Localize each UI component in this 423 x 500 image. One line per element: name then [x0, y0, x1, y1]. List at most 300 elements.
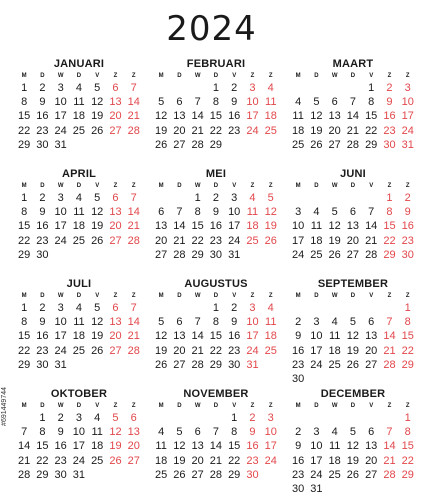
day-cell: 6: [112, 302, 119, 314]
weekday-label: D: [177, 403, 182, 409]
day-cell: 3: [57, 82, 64, 94]
month-block: [15, 388, 143, 482]
day-cell: 19: [155, 124, 168, 137]
weekday-label: Z: [131, 403, 136, 409]
day-cell: 15: [191, 220, 204, 233]
day-cell: 19: [109, 440, 122, 453]
day-cell: 2: [249, 412, 256, 424]
day-cell: 6: [130, 412, 137, 424]
page-title: 2024: [166, 9, 257, 49]
day-cell: 19: [310, 124, 323, 137]
weekday-label: V: [232, 183, 237, 189]
weekday-label: Z: [268, 73, 273, 79]
day-cell: 13: [109, 206, 122, 219]
day-cell: 13: [346, 220, 360, 233]
day-cell: 13: [155, 220, 168, 233]
day-cell: 26: [328, 248, 341, 261]
day-cell: 20: [365, 344, 378, 357]
empty-day-cell: [170, 81, 188, 95]
weekday-label: W: [331, 73, 338, 79]
week-row: [152, 81, 280, 95]
day-cell: 6: [176, 96, 183, 109]
day-cell: 10: [401, 96, 414, 109]
day-cell: 20: [109, 220, 122, 233]
weekday-label: Z: [387, 403, 392, 409]
weekday-header-row: [289, 292, 417, 301]
weekday-label: M: [295, 293, 301, 299]
day-cell: 1: [212, 302, 219, 314]
empty-day-cell: [289, 301, 307, 315]
weekday-label: Z: [405, 293, 410, 299]
day-cell: 13: [328, 110, 341, 123]
day-cell: 26: [310, 138, 323, 151]
week-row: [289, 468, 417, 482]
day-cell: 15: [209, 110, 223, 123]
weekday-label: D: [350, 293, 356, 299]
day-cell: 7: [349, 96, 356, 109]
day-cell: 4: [94, 412, 101, 424]
day-cell: 1: [386, 192, 393, 204]
day-cell: 17: [54, 110, 67, 123]
day-cell: 4: [267, 302, 274, 314]
day-cell: 4: [313, 206, 320, 219]
day-cell: 29: [365, 138, 378, 151]
day-cell: 22: [209, 344, 223, 357]
day-cell: 13: [365, 330, 378, 343]
day-cell: 26: [91, 124, 104, 137]
weekday-label: V: [232, 73, 237, 79]
day-cell: 12: [91, 96, 104, 109]
day-cell: 21: [383, 344, 396, 357]
weekday-label: M: [295, 403, 301, 409]
day-cell: 21: [127, 330, 140, 343]
day-cell: 14: [18, 440, 31, 453]
month-name: SEPTEMBER: [317, 278, 389, 290]
day-cell: 5: [349, 316, 356, 329]
week-row: [152, 138, 280, 152]
day-cell: 24: [401, 124, 414, 137]
week-row: [152, 425, 280, 439]
day-cell: 4: [158, 426, 165, 439]
week-row: [15, 138, 143, 152]
day-cell: 14: [127, 316, 140, 329]
day-cell: 9: [231, 96, 238, 109]
weekday-label: Z: [131, 73, 136, 79]
day-cell: 24: [292, 248, 305, 261]
day-cell: 26: [91, 344, 104, 357]
day-cell: 8: [231, 426, 238, 439]
day-cell: 1: [21, 302, 28, 314]
day-cell: 28: [383, 358, 396, 371]
day-cell: 10: [264, 426, 277, 439]
empty-day-cell: [344, 301, 362, 315]
weekday-label: M: [295, 183, 301, 189]
week-row: [152, 468, 280, 482]
day-cell: 16: [209, 220, 223, 233]
day-cell: 2: [295, 426, 302, 439]
day-cell: 18: [72, 330, 86, 343]
day-cell: 12: [91, 316, 104, 329]
day-cell: 18: [292, 124, 305, 137]
day-cell: 30: [36, 138, 49, 151]
month-name: MAART: [332, 58, 374, 70]
weekday-label: Z: [268, 183, 273, 189]
day-cell: 30: [36, 248, 49, 261]
day-cell: 30: [383, 138, 396, 151]
weekday-label: Z: [250, 403, 255, 409]
day-cell: 17: [292, 234, 305, 247]
weekday-header-row: [15, 292, 143, 301]
day-cell: 25: [328, 358, 341, 371]
day-cell: 28: [173, 248, 186, 261]
day-cell: 30: [209, 248, 223, 261]
day-cell: 23: [36, 234, 49, 247]
empty-day-cell: [152, 301, 170, 315]
day-cell: 17: [246, 110, 259, 123]
month-block: [289, 278, 417, 386]
day-cell: 5: [94, 302, 101, 314]
day-cell: 5: [158, 316, 165, 329]
day-cell: 25: [264, 344, 277, 357]
day-cell: 8: [212, 96, 219, 109]
day-cell: 8: [39, 426, 46, 439]
day-cell: 16: [383, 110, 396, 123]
day-cell: 30: [228, 358, 241, 371]
day-cell: 26: [155, 138, 168, 151]
day-cell: 16: [36, 110, 49, 123]
day-cell: 19: [264, 220, 277, 233]
day-cell: 26: [346, 468, 360, 481]
day-cell: 22: [365, 124, 378, 137]
day-cell: 11: [265, 316, 277, 329]
day-cell: 26: [109, 454, 122, 467]
day-cell: 22: [401, 344, 414, 357]
weekday-label: D: [314, 403, 319, 409]
day-cell: 10: [54, 206, 67, 219]
week-row: [289, 454, 417, 468]
day-cell: 4: [75, 302, 82, 314]
day-cell: 28: [209, 468, 223, 481]
week-row: [289, 109, 417, 123]
day-cell: 26: [264, 234, 277, 247]
day-cell: 28: [365, 248, 378, 261]
empty-day-cell: [307, 411, 325, 425]
day-cell: 9: [57, 426, 64, 439]
weekday-label: Z: [405, 183, 410, 189]
day-cell: 22: [18, 234, 31, 247]
weekday-label: D: [76, 73, 82, 79]
week-row: [15, 468, 143, 482]
day-cell: 2: [39, 82, 46, 94]
day-cell: 7: [386, 316, 393, 329]
weekday-label: W: [331, 183, 338, 189]
day-cell: 16: [228, 110, 241, 123]
day-cell: 9: [231, 316, 238, 329]
empty-day-cell: [189, 301, 207, 315]
month-block: [152, 278, 280, 372]
weekday-label: D: [177, 183, 182, 189]
day-cell: 5: [331, 206, 338, 219]
weekday-label: M: [158, 403, 164, 409]
day-cell: 2: [295, 316, 302, 329]
day-cell: 20: [109, 330, 122, 343]
day-cell: 27: [173, 138, 186, 151]
day-cell: 28: [346, 138, 360, 151]
day-cell: 3: [231, 192, 238, 204]
weekday-label: D: [40, 183, 45, 189]
weekday-label: D: [76, 293, 82, 299]
day-cell: 1: [404, 412, 411, 424]
day-cell: 22: [228, 454, 241, 467]
day-cell: 12: [264, 206, 277, 219]
day-cell: 15: [18, 220, 31, 233]
day-cell: 7: [212, 426, 219, 439]
weekday-label: Z: [268, 403, 273, 409]
day-cell: 12: [328, 220, 341, 233]
day-cell: 17: [264, 440, 277, 453]
day-cell: 29: [191, 248, 204, 261]
month-block: [152, 168, 280, 262]
month-name: NOVEMBER: [183, 388, 249, 400]
day-cell: 19: [346, 344, 360, 357]
week-row: [15, 124, 143, 138]
day-cell: 29: [18, 138, 31, 151]
day-cell: 21: [173, 234, 186, 247]
week-row: [289, 219, 417, 233]
week-row: [289, 138, 417, 152]
day-cell: 17: [310, 454, 323, 467]
day-cell: 26: [155, 358, 168, 371]
day-cell: 23: [228, 344, 241, 357]
weekday-header-row: [15, 402, 143, 411]
day-cell: 2: [39, 192, 46, 204]
weekday-header-row: [289, 402, 417, 411]
week-row: [15, 219, 143, 233]
day-cell: 9: [249, 426, 256, 439]
day-cell: 17: [246, 330, 259, 343]
month-name: OKTOBER: [50, 388, 108, 400]
day-cell: 28: [191, 358, 204, 371]
day-cell: 31: [401, 138, 414, 151]
week-row: [15, 191, 143, 205]
week-row: [289, 95, 417, 109]
day-cell: 23: [292, 358, 305, 371]
day-cell: 25: [328, 468, 341, 481]
weekday-label: Z: [387, 293, 392, 299]
day-cell: 27: [109, 344, 122, 357]
weekday-label: V: [369, 293, 374, 299]
day-cell: 16: [228, 330, 241, 343]
week-row: [152, 109, 280, 123]
weekday-label: V: [95, 293, 100, 299]
day-cell: 23: [228, 124, 241, 137]
day-cell: 28: [127, 344, 140, 357]
day-cell: 3: [249, 82, 256, 94]
day-cell: 14: [346, 110, 360, 123]
day-cell: 13: [173, 330, 186, 343]
day-cell: 24: [54, 234, 67, 247]
day-cell: 28: [127, 124, 140, 137]
day-cell: 9: [212, 206, 219, 219]
empty-day-cell: [362, 191, 380, 205]
day-cell: 9: [386, 96, 393, 109]
empty-day-cell: [362, 411, 380, 425]
day-cell: 4: [249, 192, 256, 204]
empty-day-cell: [344, 191, 362, 205]
empty-day-cell: [380, 411, 398, 425]
week-row: [152, 411, 280, 425]
weekday-header-row: [289, 72, 417, 81]
day-cell: 19: [91, 110, 104, 123]
day-cell: 9: [295, 440, 302, 453]
weekday-label: D: [350, 183, 356, 189]
day-cell: 21: [191, 344, 204, 357]
day-cell: 24: [228, 234, 241, 247]
day-cell: 2: [57, 412, 64, 424]
empty-day-cell: [170, 301, 188, 315]
weekday-label: V: [95, 73, 100, 79]
week-row: [289, 411, 417, 425]
month-name: JULI: [66, 278, 92, 290]
day-cell: 14: [365, 220, 378, 233]
week-row: [289, 344, 417, 358]
day-cell: 9: [39, 316, 46, 329]
weekday-label: W: [57, 183, 64, 189]
weekday-label: D: [314, 293, 319, 299]
week-row: [15, 234, 143, 248]
day-cell: 29: [209, 138, 223, 151]
day-cell: 1: [21, 192, 28, 204]
day-cell: 4: [295, 96, 302, 109]
day-cell: 1: [231, 412, 238, 424]
week-row: [15, 329, 143, 343]
day-cell: 20: [155, 234, 168, 247]
day-cell: 30: [246, 468, 259, 481]
empty-day-cell: [289, 191, 307, 205]
day-cell: 25: [264, 124, 277, 137]
day-cell: 14: [191, 330, 204, 343]
day-cell: 18: [72, 220, 86, 233]
week-row: [15, 358, 143, 372]
day-cell: 11: [292, 110, 304, 123]
empty-day-cell: [326, 411, 344, 425]
day-cell: 22: [36, 454, 49, 467]
day-cell: 8: [368, 96, 375, 109]
day-cell: 18: [310, 234, 323, 247]
day-cell: 18: [328, 454, 341, 467]
day-cell: 11: [328, 440, 341, 453]
week-row: [152, 344, 280, 358]
day-cell: 24: [310, 468, 323, 481]
week-row: [15, 425, 143, 439]
day-cell: 27: [365, 358, 378, 371]
day-cell: 12: [346, 330, 360, 343]
day-cell: 19: [155, 344, 168, 357]
weekday-label: D: [213, 403, 219, 409]
day-cell: 28: [383, 468, 396, 481]
day-cell: 23: [54, 454, 67, 467]
day-cell: 2: [404, 192, 411, 204]
weekday-header-row: [15, 72, 143, 81]
day-cell: 24: [246, 124, 259, 137]
day-cell: 7: [21, 426, 28, 439]
day-cell: 11: [73, 96, 85, 109]
day-cell: 16: [292, 344, 305, 357]
day-cell: 18: [91, 440, 104, 453]
day-cell: 12: [155, 330, 168, 343]
day-cell: 6: [158, 206, 165, 219]
day-cell: 22: [191, 234, 204, 247]
day-cell: 18: [246, 220, 259, 233]
weekday-label: W: [194, 73, 201, 79]
day-cell: 20: [328, 124, 341, 137]
weekday-label: Z: [250, 73, 255, 79]
empty-day-cell: [15, 411, 33, 425]
week-row: [15, 81, 143, 95]
day-cell: 4: [75, 82, 82, 94]
day-cell: 27: [328, 138, 341, 151]
weekday-label: M: [21, 293, 27, 299]
day-cell: 3: [313, 426, 320, 439]
day-cell: 11: [155, 440, 167, 453]
weekday-label: Z: [405, 403, 410, 409]
weekday-label: Z: [405, 73, 410, 79]
weekday-label: D: [177, 293, 182, 299]
week-row: [152, 124, 280, 138]
weekday-label: Z: [250, 183, 255, 189]
day-cell: 12: [346, 440, 360, 453]
weekday-label: D: [213, 73, 219, 79]
weekday-label: V: [95, 403, 100, 409]
day-cell: 2: [386, 82, 393, 94]
week-row: [15, 315, 143, 329]
week-row: [15, 411, 143, 425]
day-cell: 8: [194, 206, 201, 219]
day-cell: 10: [54, 96, 67, 109]
weekday-label: W: [57, 73, 64, 79]
day-cell: 20: [346, 234, 360, 247]
day-cell: 22: [209, 124, 223, 137]
day-cell: 27: [127, 454, 140, 467]
week-row: [289, 81, 417, 95]
day-cell: 3: [404, 82, 411, 94]
day-cell: 30: [292, 372, 305, 385]
week-row: [15, 454, 143, 468]
day-cell: 24: [246, 344, 259, 357]
day-cell: 15: [209, 330, 223, 343]
day-cell: 27: [191, 468, 204, 481]
week-row: [289, 205, 417, 219]
weekday-label: M: [158, 183, 164, 189]
day-cell: 15: [36, 440, 49, 453]
day-cell: 27: [155, 248, 168, 261]
weekday-header-row: [152, 292, 280, 301]
day-cell: 17: [310, 344, 323, 357]
day-cell: 15: [401, 330, 414, 343]
day-cell: 27: [346, 248, 360, 261]
day-cell: 29: [401, 468, 414, 481]
day-cell: 6: [331, 96, 338, 109]
weekday-label: D: [213, 293, 219, 299]
day-cell: 17: [228, 220, 241, 233]
week-row: [152, 315, 280, 329]
week-row: [289, 425, 417, 439]
day-cell: 5: [176, 426, 183, 439]
weekday-label: V: [232, 403, 237, 409]
day-cell: 6: [176, 316, 183, 329]
day-cell: 10: [246, 316, 259, 329]
week-row: [152, 358, 280, 372]
